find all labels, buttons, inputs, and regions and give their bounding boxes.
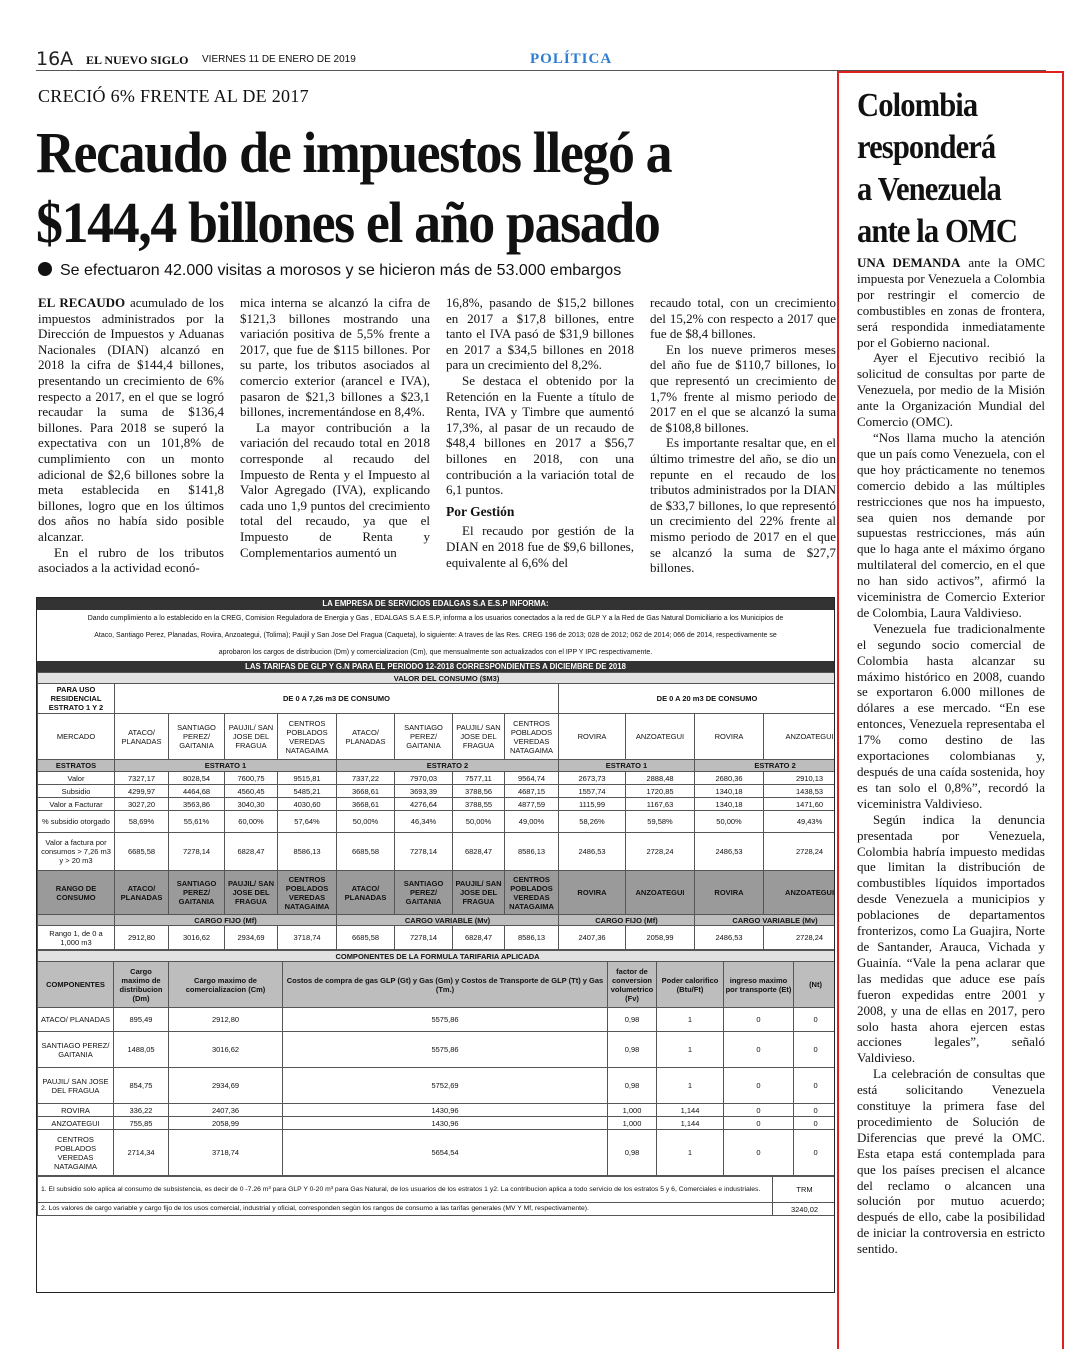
newspaper-name: EL NUEVO SIGLO bbox=[86, 53, 189, 67]
table-cell: 1167,63 bbox=[626, 798, 695, 811]
table-cell: 46,34% bbox=[395, 811, 453, 833]
paragraph bbox=[857, 255, 1045, 350]
table-cell: 4464,68 bbox=[169, 785, 225, 798]
table-cell: 6828,47 bbox=[225, 833, 278, 871]
paragraph: La mayor contribución a la variación del recaudo total en 2018 corresponde al recaudo del Impuesto de Renta y el Impuesto al Valor Agregado (IVA), explicando cada uno 1,9 puntos del crecimiento total del recaudo, ya que el Impuesto de Renta y Complementarios aumentó un bbox=[240, 419, 430, 560]
table-cell: 1115,99 bbox=[559, 798, 626, 811]
paragraph: En el rubro de los tributos asociados a la actividad econó- bbox=[38, 544, 224, 576]
row-label: PAUJIL/ SAN JOSE DEL FRAGUA bbox=[38, 1068, 114, 1104]
table-row bbox=[38, 1104, 836, 1117]
table-cell: 1,144 bbox=[657, 1104, 724, 1117]
table-cell: 4877,59 bbox=[505, 798, 559, 811]
table-row bbox=[38, 798, 836, 811]
estrato1-label: ESTRATO 1 bbox=[115, 760, 337, 772]
table-cell: 0 bbox=[794, 1117, 836, 1130]
table-cell: 2910,13 bbox=[764, 772, 836, 785]
table-row bbox=[38, 1130, 836, 1176]
market-header: CENTROS POBLADOS VEREDAS NATAGAIMA bbox=[278, 714, 337, 760]
market-header: ANZOATEGUI bbox=[764, 871, 836, 915]
table-cell: 5485,21 bbox=[278, 785, 337, 798]
table-cell: 2680,36 bbox=[695, 772, 764, 785]
headline-line-1: Recaudo de impuestos llegó a bbox=[36, 120, 672, 185]
row-label: ROVIRA bbox=[38, 1104, 114, 1117]
table-row bbox=[38, 811, 836, 833]
table-cell: 0 bbox=[724, 1068, 794, 1104]
table-row bbox=[38, 1117, 836, 1130]
table-cell: 3668,61 bbox=[337, 798, 395, 811]
table-cell: 8028,54 bbox=[169, 772, 225, 785]
table-cell: 0 bbox=[794, 1130, 836, 1176]
table-cell: 1340,18 bbox=[695, 798, 764, 811]
table-cell: 2407,36 bbox=[169, 1104, 283, 1117]
table-row bbox=[38, 1068, 836, 1104]
table-cell: 1471,60 bbox=[764, 798, 836, 811]
paragraph: Venezuela fue tradicionalmente el segundo socio comercial de Colombia hasta alcanzar su máximo histórico en 2008, cuando se exportaron 6.000 millones de dólares a ese mercado. “En ese entonces, Venezuela representaba el 17% como destino de las exportaciones colombianas y, después de una caída sostenida, hoy es tan solo el 0,8%”, recordó la viceministra Valdivieso. bbox=[857, 620, 1045, 811]
component-header: Poder calorifico (Btu/Ft) bbox=[657, 962, 724, 1008]
para-uso-label: PARA USO RESIDENCIAL ESTRATO 1 Y 2 bbox=[38, 684, 115, 714]
table-row bbox=[38, 785, 836, 798]
table-cell: 5752,69 bbox=[283, 1068, 608, 1104]
row-label: CENTROS POBLADOS VEREDAS NATAGAIMA bbox=[38, 1130, 114, 1176]
market-header: SANTIAGO PEREZ/ GAITANIA bbox=[169, 714, 225, 760]
table-cell: 0,98 bbox=[608, 1008, 657, 1032]
table-cell: 60,00% bbox=[225, 811, 278, 833]
subhead-text: Se efectuaron 42.000 visitas a morosos y se hicieron más de 53.000 embargos bbox=[60, 262, 622, 279]
table-cell: 2934,69 bbox=[225, 926, 278, 950]
table-cell: 0 bbox=[794, 1032, 836, 1068]
table-cell: 895,49 bbox=[114, 1008, 169, 1032]
table-cell: 5654,54 bbox=[283, 1130, 608, 1176]
table-cell: 9564,74 bbox=[505, 772, 559, 785]
subsection-heading: Por Gestión bbox=[446, 503, 515, 519]
comp-title: COMPONENTES DE LA FORMULA TARIFARIA APLICADA bbox=[38, 951, 836, 962]
table-cell: 6685,58 bbox=[115, 833, 169, 871]
market-header: PAUJIL/ SAN JOSE DEL FRAGUA bbox=[225, 871, 278, 915]
table-cell: 0 bbox=[794, 1104, 836, 1117]
range-b-label: DE 0 A 20 m3 DE CONSUMO bbox=[559, 684, 836, 714]
row-label: Subsidio bbox=[38, 785, 115, 798]
table-cell: 2728,24 bbox=[764, 926, 836, 950]
table-cell: 2486,53 bbox=[695, 833, 764, 871]
table-cell: 0 bbox=[724, 1104, 794, 1117]
article-headline bbox=[36, 118, 771, 258]
table-cell: 58,26% bbox=[559, 811, 626, 833]
cargo-variable-label: CARGO VARIABLE (Mv) bbox=[695, 915, 836, 926]
table-cell: 3788,56 bbox=[453, 785, 505, 798]
table-cell: 7278,14 bbox=[395, 926, 453, 950]
paragraph: Se destaca el obtenido por la Retención en la Fuente a título de Renta, IVA y Timbre que aumentó 17,3%, al pasar de un recaudo de $48,4 billones en 2017 a $56,7 billones en 2018, con una contribución a la variación total de 6,1 puntos. bbox=[446, 372, 634, 498]
market-header: ATACO/ PLANADAS bbox=[115, 714, 169, 760]
table-cell: 1430,96 bbox=[283, 1104, 608, 1117]
table-cell: 57,64% bbox=[278, 811, 337, 833]
table-cell: 1,000 bbox=[608, 1104, 657, 1117]
article-kicker: CRECIÓ 6% FRENTE AL DE 2017 bbox=[38, 86, 309, 106]
table-cell: 7970,03 bbox=[395, 772, 453, 785]
article-column-4 bbox=[650, 295, 836, 576]
component-header: COMPONENTES bbox=[38, 962, 114, 1008]
table-cell: 8586,13 bbox=[505, 926, 559, 950]
note-2: 2. Los valores de cargo variable y cargo fijo de los usos comercial, industrial y oficial, corresponden segùn los rangos de consumo a las tarifas generales (MV Y Mf, respectivamente). bbox=[38, 1203, 773, 1216]
sidebar-headline bbox=[857, 85, 1037, 253]
market-header: SANTIAGO PEREZ/ GAITANIA bbox=[169, 871, 225, 915]
table-cell: 0,98 bbox=[608, 1068, 657, 1104]
table-cell: 2486,53 bbox=[559, 833, 626, 871]
table-cell: 1720,85 bbox=[626, 785, 695, 798]
table-cell: 3563,86 bbox=[169, 798, 225, 811]
article-column-1 bbox=[38, 295, 224, 576]
intro-line: aprobaron los cargos de distribucion (Dm) y comercializacion (Cm), que mensualmente son actualizados con el IPP Y IPC respectivamente. bbox=[218, 649, 653, 656]
table-cell: 2714,34 bbox=[114, 1130, 169, 1176]
component-header: Cargo maximo de comercializacion (Cm) bbox=[169, 962, 283, 1008]
section-name: POLÍTICA bbox=[530, 51, 613, 67]
paragraph-text: acumulado de los impuestos administrados por la Dirección de Impuestos y Aduanas Nacionales (DIAN) alcanzó en 2018 la cifra de $144,4 billones, presentando un crecimiento de 6% respecto a 2017, en el que se logró recaudar la suma de $136,4 billones. Para 2018 se superó la expectativa con un 101,8% de cumplimiento con un monto adicional de $2,6 billones sobre la meta establecida en $141,8 billones, logro que en los últimos dos años no había sido posible alcanzar. bbox=[38, 295, 224, 544]
article-subhead bbox=[38, 262, 621, 280]
table-cell: 49,43% bbox=[764, 811, 836, 833]
table-cell: 1 bbox=[657, 1032, 724, 1068]
market-header: ROVIRA bbox=[559, 871, 626, 915]
component-header: ingreso maximo por transporte (Et) bbox=[724, 962, 794, 1008]
table-cell: 1,000 bbox=[608, 1117, 657, 1130]
paragraph bbox=[38, 295, 224, 545]
market-header: ATACO/ PLANADAS bbox=[115, 871, 169, 915]
market-header: PAUJIL/ SAN JOSE DEL FRAGUA bbox=[453, 714, 505, 760]
mercado-label: MERCADO bbox=[38, 714, 115, 760]
table-cell: 3718,74 bbox=[278, 926, 337, 950]
table-cell: 3788,55 bbox=[453, 798, 505, 811]
market-header: ATACO/ PLANADAS bbox=[337, 871, 395, 915]
table-cell: 4560,45 bbox=[225, 785, 278, 798]
paragraph: 16,8%, pasando de $15,2 billones en 2017 a $17,8 billones, entre tanto el IVA pasó de $31,9 billones en 2017 a $34,5 billones en 2018 para un crecimiento del 8,2%. bbox=[446, 295, 634, 373]
cargo-fijo-label: CARGO FIJO (Mf) bbox=[115, 915, 337, 926]
table-cell: 7600,75 bbox=[225, 772, 278, 785]
table-cell: 3027,20 bbox=[115, 798, 169, 811]
paragraph: Es importante resaltar que, en el último trimestre del año, se dio un repunte en el recaudo de los tributos administrados por la DIAN de $33,7 billones, lo que representó un crecimiento del 22% frente al mismo periodo de 2017 en el que se alcanzó la suma de $27,7 billones. bbox=[650, 435, 836, 576]
table-row bbox=[38, 1032, 836, 1068]
component-header: Costos de compra de gas GLP (Gt) y Gas (Gm) y Costos de Transporte de GLP (Tt) y Gas (Tm.) bbox=[283, 962, 608, 1008]
rango-consumo-label: RANGO DE CONSUMO bbox=[38, 871, 115, 915]
valor-title: VALOR DEL CONSUMO ($M3) bbox=[38, 673, 836, 684]
table-cell: 6685,58 bbox=[337, 926, 395, 950]
row-label: Valor bbox=[38, 772, 115, 785]
table-cell: 6685,58 bbox=[337, 833, 395, 871]
table-cell: 1340,18 bbox=[695, 785, 764, 798]
paragraph: mica interna se alcanzó la cifra de $121,3 billones mostrando una variación positiva de 5,5% frente a 2017, que fue de $115 billones. Por su parte, los tributos asociados al comercio exterior (arancel e IVA), pasaron de $21,3 billones a $23,1 billones, incrementándose en 8,4%. bbox=[240, 295, 430, 420]
cargo-fijo-label: CARGO FIJO (Mf) bbox=[559, 915, 695, 926]
tarifas-title: LAS TARIFAS DE GLP Y G.N PARA EL PERIODO 12-2018 CORRESPONDIENTES A DICIEMBRE DE 2018 bbox=[37, 661, 834, 672]
table-cell: 50,00% bbox=[695, 811, 764, 833]
paragraph: Según indica la denuncia presentada por Venezuela, Colombia habría impuesto medidas que limitan la distribución de combustibles líquidos importados desde Venezuela a municipios y poblaciones de departamentos fronterizos, como La Guajira, Norte de Santander, Arauca, Vichada y Guainía. “Vale la pena aclarar que las medidas que aduce ese país fueron expedidas entre 2001 y 2008, y una de ellas en 2017, pero solo hasta ahora ejercen estas acciones legales”, señaló Valdivieso. bbox=[857, 811, 1045, 1066]
paragraph-text: ante la OMC impuesta por Venezuela a Colombia por restringir el comercio de combustibles en zonas de frontera, será respondida inmediatamente por el Gobierno nacional. bbox=[857, 255, 1045, 350]
table-row bbox=[38, 926, 836, 950]
market-header: ANZOATEGUI bbox=[626, 871, 695, 915]
paragraph: “Nos llama mucho la atención que un país como Venezuela, con el que hoy prácticamente no tenemos comercio debido a las múltiples restricciones que nos ha impuesto, sea quien nos demande por supuestas restricciones, más aún que lo haga ante el máximo órgano multilateral del comercio, en el que no han sido activos”, afirmó la viceministra de Comercio Exterior de Colombia, Laura Valdivieso. bbox=[857, 429, 1045, 620]
table-cell: 50,00% bbox=[453, 811, 505, 833]
table-cell: 1557,74 bbox=[559, 785, 626, 798]
table-cell: 2934,69 bbox=[169, 1068, 283, 1104]
article-column-3 bbox=[446, 295, 634, 570]
sidebar-headline-line: Colombia bbox=[857, 87, 978, 124]
issue-date: VIERNES 11 DE ENERO DE 2019 bbox=[202, 54, 356, 65]
table-cell: 5575,86 bbox=[283, 1008, 608, 1032]
row-label: SANTIAGO PEREZ/ GAITANIA bbox=[38, 1032, 114, 1068]
paragraph: El recaudo por gestión de la DIAN en 2018 fue de $9,6 billones, equivalente al 6,6% del bbox=[446, 523, 634, 570]
table-cell: 3040,30 bbox=[225, 798, 278, 811]
estratos-label: ESTRATOS bbox=[38, 760, 115, 772]
table-cell: 4276,64 bbox=[395, 798, 453, 811]
table-cell: 4299,97 bbox=[115, 785, 169, 798]
page-number: 16A bbox=[36, 48, 74, 70]
table-cell: 0 bbox=[724, 1130, 794, 1176]
table-cell: 2486,53 bbox=[695, 926, 764, 950]
table-row bbox=[38, 772, 836, 785]
article-column-2 bbox=[240, 295, 430, 560]
sidebar-body bbox=[857, 255, 1045, 1257]
component-header: (Nt) bbox=[794, 962, 836, 1008]
table-cell: 7278,14 bbox=[395, 833, 453, 871]
sidebar-article bbox=[837, 71, 1064, 1349]
table-cell: 2407,36 bbox=[559, 926, 626, 950]
market-header: ROVIRA bbox=[559, 714, 626, 760]
table-cell: 49,00% bbox=[505, 811, 559, 833]
table-cell: 8586,13 bbox=[505, 833, 559, 871]
table-cell: 9515,81 bbox=[278, 772, 337, 785]
table-cell: 854,75 bbox=[114, 1068, 169, 1104]
table-cell: 1 bbox=[657, 1068, 724, 1104]
table-cell: 7327,17 bbox=[115, 772, 169, 785]
table-row bbox=[38, 1008, 836, 1032]
table-cell: 1 bbox=[657, 1130, 724, 1176]
sidebar-headline-line: ante la OMC bbox=[857, 213, 1018, 250]
market-header: ANZOATEGUI bbox=[626, 714, 695, 760]
note-1: 1. El subsidio solo aplica al consumo de subsistencia, es decir de 0 -7.26 m³ para GLP Y 0-20 m³ para Gas Natural, de los usuarios de los estratos 1 y2. La contribucion aplica a todo servicio de los estratos 5 y 6, Comerciales e industriales. bbox=[38, 1177, 773, 1203]
table-cell: 755,85 bbox=[114, 1117, 169, 1130]
row-label: Rango 1, de 0 a 1,000 m3 bbox=[38, 926, 115, 950]
component-header: factor de conversion volumetrico (Fv) bbox=[608, 962, 657, 1008]
table-cell: 0 bbox=[724, 1117, 794, 1130]
table-cell: 2728,24 bbox=[626, 833, 695, 871]
table-cell: 3668,61 bbox=[337, 785, 395, 798]
row-label: ATACO/ PLANADAS bbox=[38, 1008, 114, 1032]
table-cell: 2912,80 bbox=[115, 926, 169, 950]
components-table bbox=[37, 950, 835, 1176]
row-label: ANZOATEGUI bbox=[38, 1117, 114, 1130]
ad-title: LA EMPRESA DE SERVICIOS EDALGAS S.A E.S.P INFORMA: bbox=[37, 598, 834, 610]
intro-line: Dando cumplimiento a lo establecido en la CREG, Comision Reguladora de Energia y Gas , EDALGAS S.A E.S.P, informa a los usuarios conectados a la red de GLP Y a la Red de Gas Natural Domiciliario a los Municipios de bbox=[87, 615, 784, 622]
estrato2-label: ESTRATO 2 bbox=[695, 760, 836, 772]
table-cell: 8586,13 bbox=[278, 833, 337, 871]
table-cell: 4030,60 bbox=[278, 798, 337, 811]
row-label: Valor a factura por consumos > 7,26 m3 y > 20 m3 bbox=[38, 833, 115, 871]
table-cell: 7337,22 bbox=[337, 772, 395, 785]
table-cell: 50,00% bbox=[337, 811, 395, 833]
table-cell: 4687,15 bbox=[505, 785, 559, 798]
sidebar-headline-line: responderá bbox=[857, 129, 996, 166]
table-cell: 2673,73 bbox=[559, 772, 626, 785]
paragraph: recaudo total, con un crecimiento del 15,2% con respecto a 2017 que fue de $8,4 billones. bbox=[650, 295, 836, 342]
table-cell: 0,98 bbox=[608, 1130, 657, 1176]
market-header: ANZOATEGUI bbox=[764, 714, 836, 760]
table-cell: 5575,86 bbox=[283, 1032, 608, 1068]
table-cell: 6828,47 bbox=[453, 926, 505, 950]
market-header: SANTIAGO PEREZ/ GAITANIA bbox=[395, 714, 453, 760]
bullet-icon bbox=[38, 262, 52, 276]
estrato1-label: ESTRATO 1 bbox=[559, 760, 695, 772]
table-cell: 59,58% bbox=[626, 811, 695, 833]
table-cell: 1438,53 bbox=[764, 785, 836, 798]
table-cell: 6828,47 bbox=[453, 833, 505, 871]
table-cell: 7278,14 bbox=[169, 833, 225, 871]
edalgas-tariff-ad bbox=[36, 597, 835, 1293]
range-a-label: DE 0 A 7,26 m3 DE CONSUMO bbox=[115, 684, 559, 714]
lead-words: UNA DEMANDA bbox=[857, 255, 961, 270]
table-cell: 3016,62 bbox=[169, 926, 225, 950]
row-label: % subsidio otorgado bbox=[38, 811, 115, 833]
table-cell: 55,61% bbox=[169, 811, 225, 833]
tariff-table bbox=[37, 672, 835, 950]
notes-table bbox=[37, 1176, 835, 1216]
paragraph: Ayer el Ejecutivo recibió la solicitud de consultas por parte de Venezuela, por medio de la Misión ante la Organización Mundial del Comercio (OMC). bbox=[857, 350, 1045, 430]
row-label: Valor a Facturar bbox=[38, 798, 115, 811]
component-header: Cargo maximo de distribucion (Dm) bbox=[114, 962, 169, 1008]
ad-intro bbox=[37, 610, 834, 661]
trm-label: TRM bbox=[773, 1177, 836, 1203]
market-header: CENTROS POBLADOS VEREDAS NATAGAIMA bbox=[505, 714, 559, 760]
sidebar-headline-line: a Venezuela bbox=[857, 171, 1001, 208]
estrato2-label: ESTRATO 2 bbox=[337, 760, 559, 772]
market-header: CENTROS POBLADOS VEREDAS NATAGAIMA bbox=[505, 871, 559, 915]
table-cell: 0,98 bbox=[608, 1032, 657, 1068]
table-cell: 7577,11 bbox=[453, 772, 505, 785]
market-header: PAUJIL/ SAN JOSE DEL FRAGUA bbox=[225, 714, 278, 760]
headline-line-2: $144,4 billones el año pasado bbox=[36, 190, 660, 255]
table-cell: 0 bbox=[724, 1032, 794, 1068]
table-cell: 3693,39 bbox=[395, 785, 453, 798]
market-header: ATACO/ PLANADAS bbox=[337, 714, 395, 760]
market-header: SANTIAGO PEREZ/ GAITANIA bbox=[395, 871, 453, 915]
table-cell: 0 bbox=[794, 1068, 836, 1104]
table-cell: 3718,74 bbox=[169, 1130, 283, 1176]
trm-value: 3240,02 bbox=[773, 1203, 836, 1216]
market-header: ROVIRA bbox=[695, 871, 764, 915]
table-cell: 2888,48 bbox=[626, 772, 695, 785]
cargo-variable-label: CARGO VARIABLE (Mv) bbox=[337, 915, 559, 926]
intro-line: Ataco, Santiago Perez, Planadas, Rovira, Anzoategui, (Tolima); Paujil y San Jose Del Fragua (Caqueta), lo siguiente: A traves de las Res. CREG 196 de 2013; 028 de 2012; 062 de 2014; 066 de 2014, respectivamente se bbox=[94, 632, 777, 639]
table-cell: 1,144 bbox=[657, 1117, 724, 1130]
table-cell: 1430,96 bbox=[283, 1117, 608, 1130]
paragraph: La celebración de consultas que está solicitando Venezuela constituye la primera fase del procedimiento de Solución de Diferencias que prevé la OMC. Esta etapa está contemplada para que los países precisen el alcance del reclamo o alcancen una solución por mutuo acuerdo; después de ello, cabe la posibilidad de iniciar la controversia en estricto sentido. bbox=[857, 1066, 1045, 1257]
table-row bbox=[38, 833, 836, 871]
market-header: PAUJIL/ SAN JOSE DEL FRAGUA bbox=[453, 871, 505, 915]
lead-words: EL RECAUDO bbox=[38, 295, 126, 310]
table-cell: 58,69% bbox=[115, 811, 169, 833]
market-header: ROVIRA bbox=[695, 714, 764, 760]
table-cell: 1488,05 bbox=[114, 1032, 169, 1068]
paragraph: En los nueve primeros meses del año fue de $110,7 billones, lo que representó un crecimiento de 1,7% frente al mismo periodo de 2017 en el que se alcanzó la suma de $108,8 billones. bbox=[650, 341, 836, 435]
table-cell: 0 bbox=[724, 1008, 794, 1032]
page-header bbox=[36, 48, 1044, 70]
table-cell: 2058,99 bbox=[169, 1117, 283, 1130]
market-header: CENTROS POBLADOS VEREDAS NATAGAIMA bbox=[278, 871, 337, 915]
table-cell: 1 bbox=[657, 1008, 724, 1032]
table-cell: 0 bbox=[794, 1008, 836, 1032]
table-cell: 336,22 bbox=[114, 1104, 169, 1117]
table-cell: 3016,62 bbox=[169, 1032, 283, 1068]
table-cell: 2058,99 bbox=[626, 926, 695, 950]
table-cell: 2728,24 bbox=[764, 833, 836, 871]
table-cell: 2912,80 bbox=[169, 1008, 283, 1032]
